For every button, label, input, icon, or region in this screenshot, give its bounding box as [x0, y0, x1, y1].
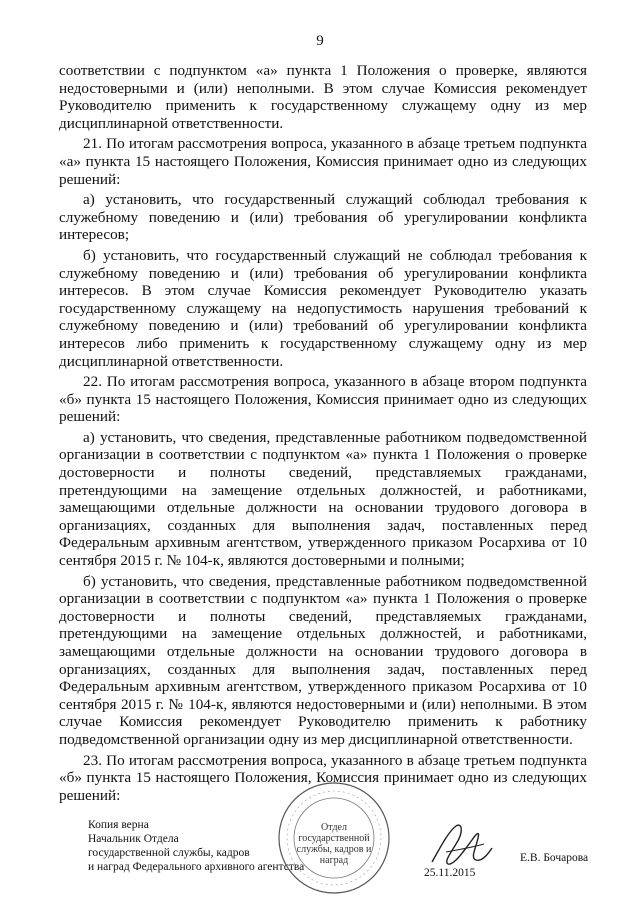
paragraph-item-23: 23. По итогам рассмотрения вопроса, указанного в абзаце третьем подпункта «б» пункта 15 настоящего Положения, Комиссия принимает одно из следующих решений:: [59, 751, 587, 804]
paragraph-item-21: 21. По итогам рассмотрения вопроса, указанного в абзаце третьем подпункта «а» пункта 15 настоящего Положения, Комиссия принимает одно из следующих решений:: [59, 135, 587, 188]
certification-line: Копия верна: [88, 819, 149, 831]
document-body: [59, 62, 587, 807]
certification-line: Начальник Отдела: [88, 833, 179, 845]
paragraph-item-22: 22. По итогам рассмотрения вопроса, указанного в абзаце втором подпункта «б» пункта 15 настоящего Положения, Комиссия принимает одно из следующих решений:: [59, 373, 587, 426]
certification-line: и наград Федерального архивного агентства: [88, 861, 305, 873]
paragraph-item-21b: б) установить, что государственный служащий не соблюдал требования к служебному поведению и (или) требования об урегулировании конфликта интересов. В этом случае Комиссия рекомендует Руководителю указать государственному служащему на недопустимость нарушения требований к служебному поведению и (или) требований об урегулировании конфликта интересов либо применить к государственному служащему одну из мер дисциплинарной ответственности.: [59, 246, 587, 370]
certification-line: государственной службы, кадров: [88, 847, 250, 859]
stamp-text: Отдел государственной службы, кадров и наград: [296, 822, 372, 866]
paragraph-continuation: соответствии с подпунктом «а» пункта 1 Положения о проверке, являются недостоверными и (или) неполными. В этом случае Комиссия рекомендует Руководителю применить к государственному служащему одну из мер дисциплинарной ответственности.: [59, 62, 587, 132]
page-number: 9: [316, 33, 324, 49]
signer-name: Е.В. Бочарова: [520, 852, 589, 864]
paragraph-item-22a: а) установить, что сведения, представленные работником подведомственной организации в соответствии с подпунктом «а» пункта 1 Положения о проверке достоверности и полноты сведений, представляемых гражданами, претендующими на замещение отдельных должностей, и работниками, замещающими отдельные должности на основании трудового договора в организациях, созданных для выполнения задач, поставленных перед Федеральным архивным агентством, утвержденного приказом Росархива от 10 сентября 2015 г. № 104-к, являются достоверными и полными;: [59, 428, 587, 570]
paragraph-item-21a: а) установить, что государственный служащий соблюдал требования к служебному поведению и (или) требования об урегулировании конфликта интересов;: [59, 191, 587, 244]
paragraph-item-22b: б) установить, что сведения, представленные работником подведомственной организации в соответствии с подпунктом «а» пункта 1 Положения о проверке достоверности и полноты сведений, представляемых гражданами, претендующими на замещение отдельных должностей, и работниками, замещающими отдельные должности на основании трудового договора в организациях, созданных для выполнения задач, поставленных перед Федеральным архивным агентством, утвержденного приказом Росархива от 10 сентября 2015 г. № 104-к, являются недостоверными и (или) неполными. В этом случае Комиссия рекомендует Руководителю применить к работнику подведомственной организации одну из мер дисциплинарной ответственности.: [59, 572, 587, 748]
date-label: 25.11.2015: [424, 867, 476, 879]
signature-icon: [426, 818, 496, 874]
